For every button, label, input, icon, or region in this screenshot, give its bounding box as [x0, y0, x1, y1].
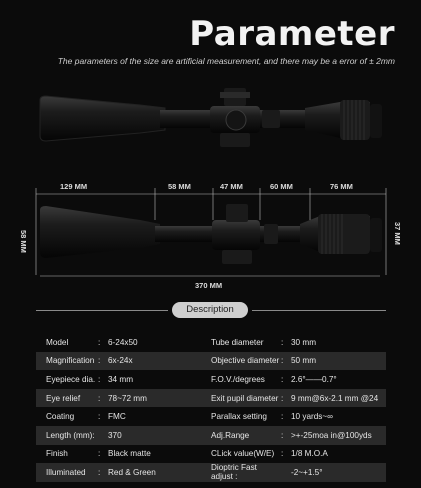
spec-row: Eyepiece dia. : 34 mm F.O.V./degrees : 2.6°——0.7°	[36, 370, 386, 389]
spec-row: Coating : FMC Parallax setting : 10 yards~∞	[36, 407, 386, 426]
spec-label: Objective diameter	[211, 356, 280, 366]
spec-value: 34 mm	[108, 374, 134, 384]
page-title: Parameter	[189, 14, 395, 54]
spec-row: Model : 6-24x50 Tube diameter : 30 mm	[36, 333, 386, 352]
dim-turret-len: 47 MM	[220, 182, 243, 191]
spec-value: FMC	[108, 412, 126, 422]
spec-value: 370	[108, 430, 122, 440]
spec-label: Illuminated	[46, 467, 86, 477]
description-badge: Description	[172, 302, 248, 318]
spec-table	[36, 333, 386, 482]
spec-row: Eye relief : 78~72 mm Exit pupil diameter : 9 mm@6x-2.1 mm @24	[36, 389, 386, 408]
spec-label: F.O.V./degrees	[211, 374, 265, 384]
spec-value: -2~+1.5°	[291, 467, 323, 477]
spec-value: 6-24x50	[108, 337, 138, 347]
spec-label: Tube diameter	[211, 337, 264, 347]
spec-value: 10 yards~∞	[291, 412, 334, 422]
page-subtitle: The parameters of the size are artificial measurement, and there may be a error of ± 2mm	[57, 56, 395, 66]
spec-label: Finish	[46, 449, 68, 459]
spec-label: Coating	[46, 412, 75, 422]
spec-value: 1/8 M.O.A	[291, 449, 328, 459]
spec-label: Eyepiece dia.	[46, 374, 96, 384]
divider-right	[252, 310, 386, 311]
scope-dimension-view	[0, 180, 421, 300]
spec-value: 78~72 mm	[108, 393, 147, 403]
spec-label: Dioptric Fast adjust :	[211, 463, 257, 482]
spec-label: Length (mm):	[46, 430, 95, 440]
spec-value: Red & Green	[108, 467, 156, 477]
spec-row: Finish : Black matte CLick value(W/E) : 1/8 M.O.A	[36, 445, 386, 464]
spec-label: Eye relief	[46, 393, 81, 403]
spec-value: 30 mm	[291, 337, 317, 347]
spec-value: 9 mm@6x-2.1 mm @24	[291, 393, 379, 403]
scope-side-view	[0, 78, 421, 180]
dim-eyepiece-len: 76 MM	[330, 182, 353, 191]
spec-label: CLick value(W/E)	[211, 449, 275, 459]
dim-objective-dia: 58 MM	[19, 230, 28, 253]
spec-row: Length (mm): 370 Adj.Range : >+-25moa in@100yds	[36, 426, 386, 445]
dim-tube2-len: 60 MM	[270, 182, 293, 191]
spec-label: Adj.Range	[211, 430, 250, 440]
spec-value: 50 mm	[291, 356, 317, 366]
dim-objective-len: 129 MM	[60, 182, 88, 191]
dim-eyepiece-dia: 37 MM	[393, 222, 402, 245]
spec-value: 6x-24x	[108, 356, 133, 366]
spec-row: Illuminated : Red & Green Dioptric Fast adjust : -2~+1.5°	[36, 463, 386, 482]
spec-value: Black matte	[108, 449, 151, 459]
spec-value: 2.6°——0.7°	[291, 374, 337, 384]
dim-tube1-len: 58 MM	[168, 182, 191, 191]
spec-label: Model	[46, 337, 69, 347]
divider-left	[36, 310, 168, 311]
dim-total-len: 370 MM	[195, 281, 223, 290]
spec-label: Magnification	[46, 356, 95, 366]
spec-value: >+-25moa in@100yds	[291, 430, 372, 440]
spec-row: Magnification : 6x-24x Objective diameter : 50 mm	[36, 352, 386, 371]
spec-label: Parallax setting	[211, 412, 267, 422]
spec-label: Exit pupil diameter	[211, 393, 279, 403]
